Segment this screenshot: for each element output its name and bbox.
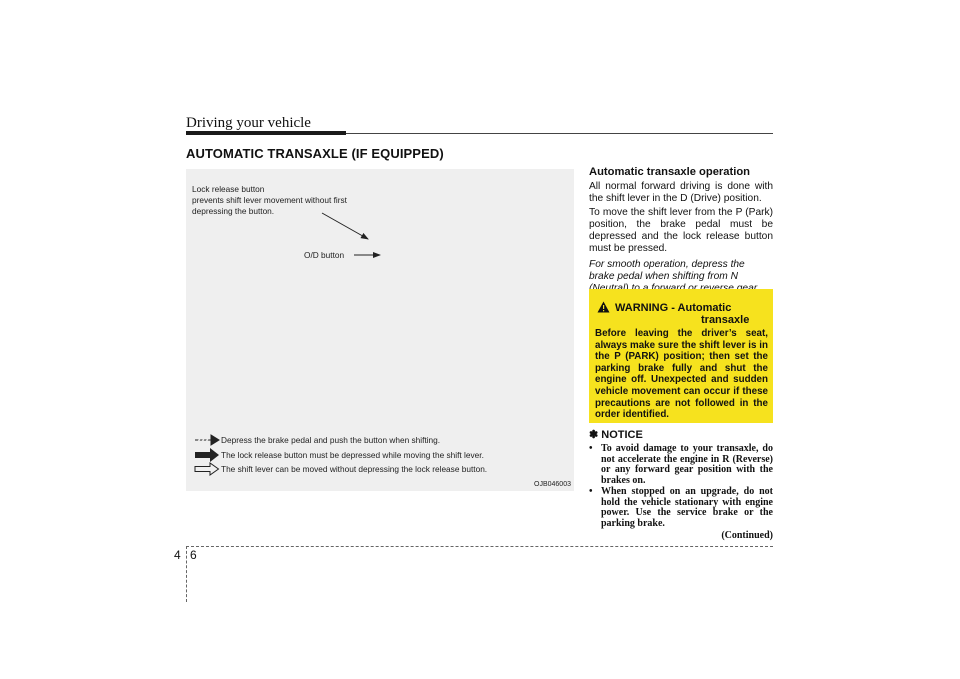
figure-code: OJB046003 [534,481,571,488]
notice-section [589,428,773,542]
operation-section [589,166,773,295]
operation-paragraph-3: For smooth operation, depress the brake pedal when shifting from N [589,259,745,282]
od-button-callout: O/D button [304,250,345,260]
solid-arrow-icon [194,448,220,462]
brake-push-arrow-icon [194,433,220,447]
lock-release-callout: Lock release button prevents shift lever movement without first depressing the button. [192,184,347,216]
lock-release-arrow [322,213,368,239]
continued-label: (Continued) [721,530,773,541]
legend-text-outline: The shift lever can be moved without depressing the lock release button. [221,464,488,474]
shift-lever-figure [186,169,574,491]
operation-paragraph-1: All normal forward driving is done with the shift lever in the D (Drive) position. [589,181,773,204]
section-title: AUTOMATIC TRANSAXLE (IF EQUIPPED) [186,146,444,161]
notice-item: • When stopped on an upgrade, do not hold the vehicle stationary with engine power. Use the service brake or the parking brake. [589,486,773,529]
legend-text-solid: The lock release button must be depressed while moving the shift lever. [221,450,484,460]
notice-symbol-icon: ✽ [589,429,599,441]
header-rule-accent [186,131,346,135]
operation-heading: Automatic transaxle operation [589,166,751,178]
warning-body: Before leaving the driver’s seat, always make sure the shift lever is in the P (PARK) position; then set the parking brake fully and shut the engine off. Unexpected and sudden vehicle movement can occur if these precautions are not followed in the order identified. [595,328,768,421]
warning-triangle-icon [597,301,610,313]
footer-divider [186,546,187,602]
running-header: Driving your vehicle [186,115,311,131]
legend-text-brake: Depress the brake pedal and push the button when shifting. [221,435,441,445]
page-number: 6 [190,548,197,562]
chapter-number: 4 [174,548,181,562]
notice-title: ✽ NOTICE [589,429,643,441]
notice-item: • To avoid damage to your transaxle, do not accelerate the engine in R (Reverse) or any forward gear position with the brakes on. [589,443,773,486]
warning-title: WARNING - Automatic transaxle [615,302,750,326]
footer-rule [186,546,773,547]
warning-box [589,289,773,423]
operation-paragraph-2: To move the shift lever from the P (Park) position, the brake pedal must be depressed and the lock release button must be pressed. [589,207,773,254]
outline-arrow-icon [194,462,220,476]
